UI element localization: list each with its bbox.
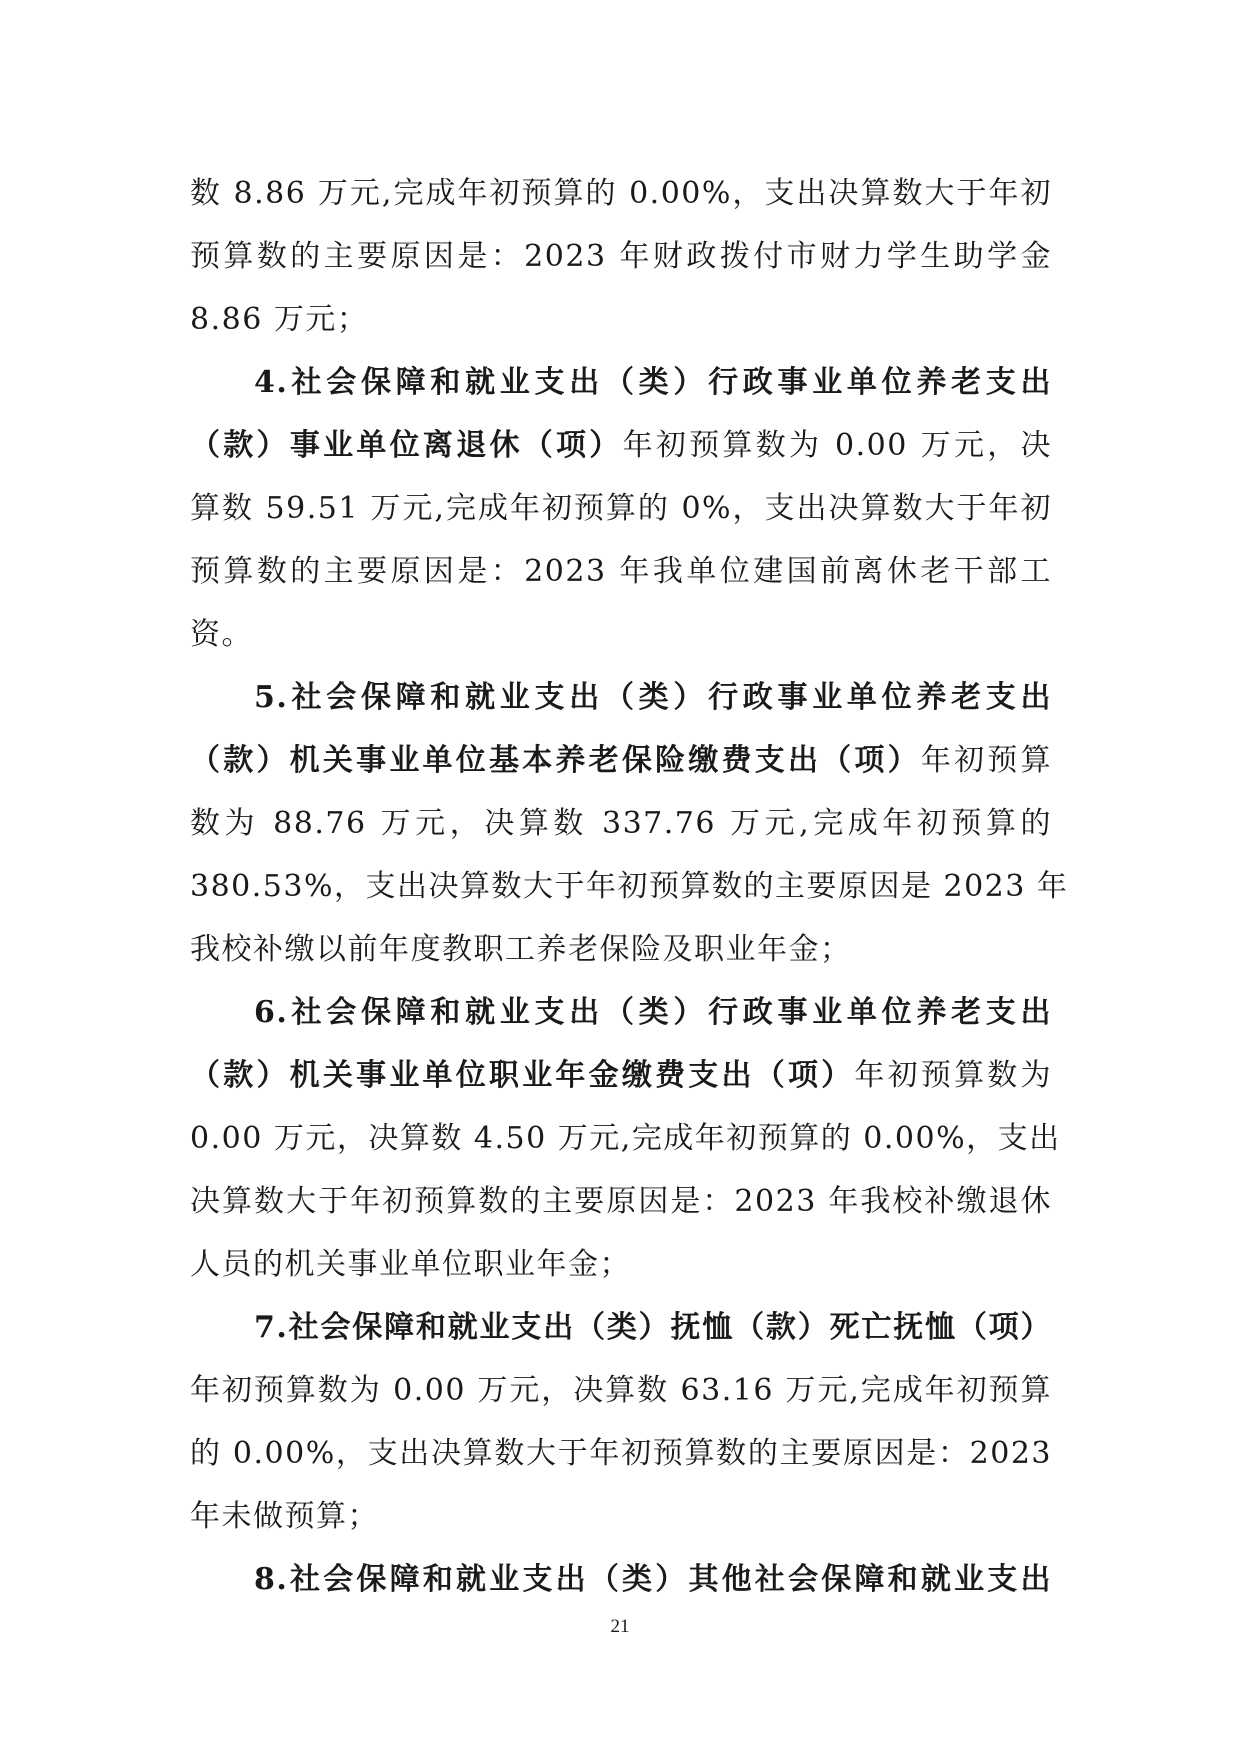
p4-line-5 — [190, 603, 1052, 666]
p4-line-4 — [190, 540, 1052, 603]
heading-run: 6.社会保障和就业支出（类）行政事业单位养老支出 — [254, 995, 1052, 1030]
text-run: 数为 88.76 万元，决算数 337.76 万元,完成年初预算的 — [190, 806, 1052, 841]
text-run: 的 0.00%，支出决算数大于年初预算数的主要原因是：2023 — [190, 1436, 1052, 1471]
p4-heading-line — [190, 351, 1052, 414]
p5-line-5 — [190, 918, 1052, 981]
p5-line-4 — [190, 855, 1069, 918]
heading-run: （款）机关事业单位基本养老保险缴费支出（项） — [190, 743, 921, 778]
p4-line-3 — [190, 477, 1052, 540]
heading-run: 7.社会保障和就业支出（类）抚恤（款）死亡抚恤（项） — [254, 1310, 1052, 1345]
p3-line-2 — [190, 225, 1052, 288]
heading-run: 8.社会保障和就业支出（类）其他社会保障和就业支出 — [254, 1562, 1052, 1597]
p6-line-5 — [190, 1233, 1052, 1296]
body-text — [190, 162, 1069, 1611]
p7-line-2 — [190, 1359, 1052, 1422]
text-run: 年初预算数为 0.00 万元，决 — [622, 428, 1052, 463]
p6-line-3 — [190, 1107, 1061, 1170]
heading-run: 5.社会保障和就业支出（类）行政事业单位养老支出 — [254, 680, 1052, 715]
text-run: 8.86 万元； — [190, 302, 369, 337]
p7-line-4 — [190, 1485, 1052, 1548]
p8-heading-line — [190, 1548, 1052, 1611]
text-run: 年初预算 — [920, 743, 1053, 778]
p5-heading-line — [190, 666, 1052, 729]
p7-heading-line — [190, 1296, 1052, 1359]
text-run: 决算数大于年初预算数的主要原因是：2023 年我校补缴退休 — [190, 1184, 1052, 1219]
text-run: 数 8.86 万元,完成年初预算的 0.00%，支出决算数大于年初 — [190, 176, 1052, 211]
text-run: 人员的机关事业单位职业年金； — [190, 1247, 631, 1282]
text-run: 年初预算数为 0.00 万元，决算数 63.16 万元,完成年初预算 — [190, 1373, 1052, 1408]
text-run: 年未做预算； — [190, 1499, 379, 1534]
page-number: 21 — [610, 1616, 630, 1637]
heading-run: （款）机关事业单位职业年金缴费支出（项） — [190, 1058, 855, 1093]
text-run: 我校补缴以前年度教职工养老保险及职业年金； — [190, 932, 852, 967]
heading-run: 4.社会保障和就业支出（类）行政事业单位养老支出 — [254, 365, 1052, 400]
p5-line-2 — [190, 729, 1052, 792]
p3-line-3 — [190, 288, 1052, 351]
text-run: 0.00 万元，决算数 4.50 万元,完成年初预算的 0.00%，支出 — [190, 1121, 1061, 1156]
text-run: 预算数的主要原因是：2023 年我单位建国前离休老干部工 — [190, 554, 1052, 589]
text-run: 380.53%，支出决算数大于年初预算数的主要原因是 2023 年 — [190, 869, 1069, 904]
text-run: 资。 — [190, 617, 253, 652]
p4-line-2 — [190, 414, 1052, 477]
p7-line-3 — [190, 1422, 1052, 1485]
text-run: 年初预算数为 — [854, 1058, 1053, 1093]
text-run: 算数 59.51 万元,完成年初预算的 0%，支出决算数大于年初 — [190, 491, 1052, 526]
p6-heading-line — [190, 981, 1052, 1044]
p6-line-4 — [190, 1170, 1052, 1233]
p5-line-3 — [190, 792, 1052, 855]
p3-line-1 — [190, 162, 1052, 225]
text-run: 预算数的主要原因是：2023 年财政拨付市财力学生助学金 — [190, 239, 1052, 274]
p6-line-2 — [190, 1044, 1052, 1107]
heading-run: （款）事业单位离退休（项） — [190, 428, 623, 463]
